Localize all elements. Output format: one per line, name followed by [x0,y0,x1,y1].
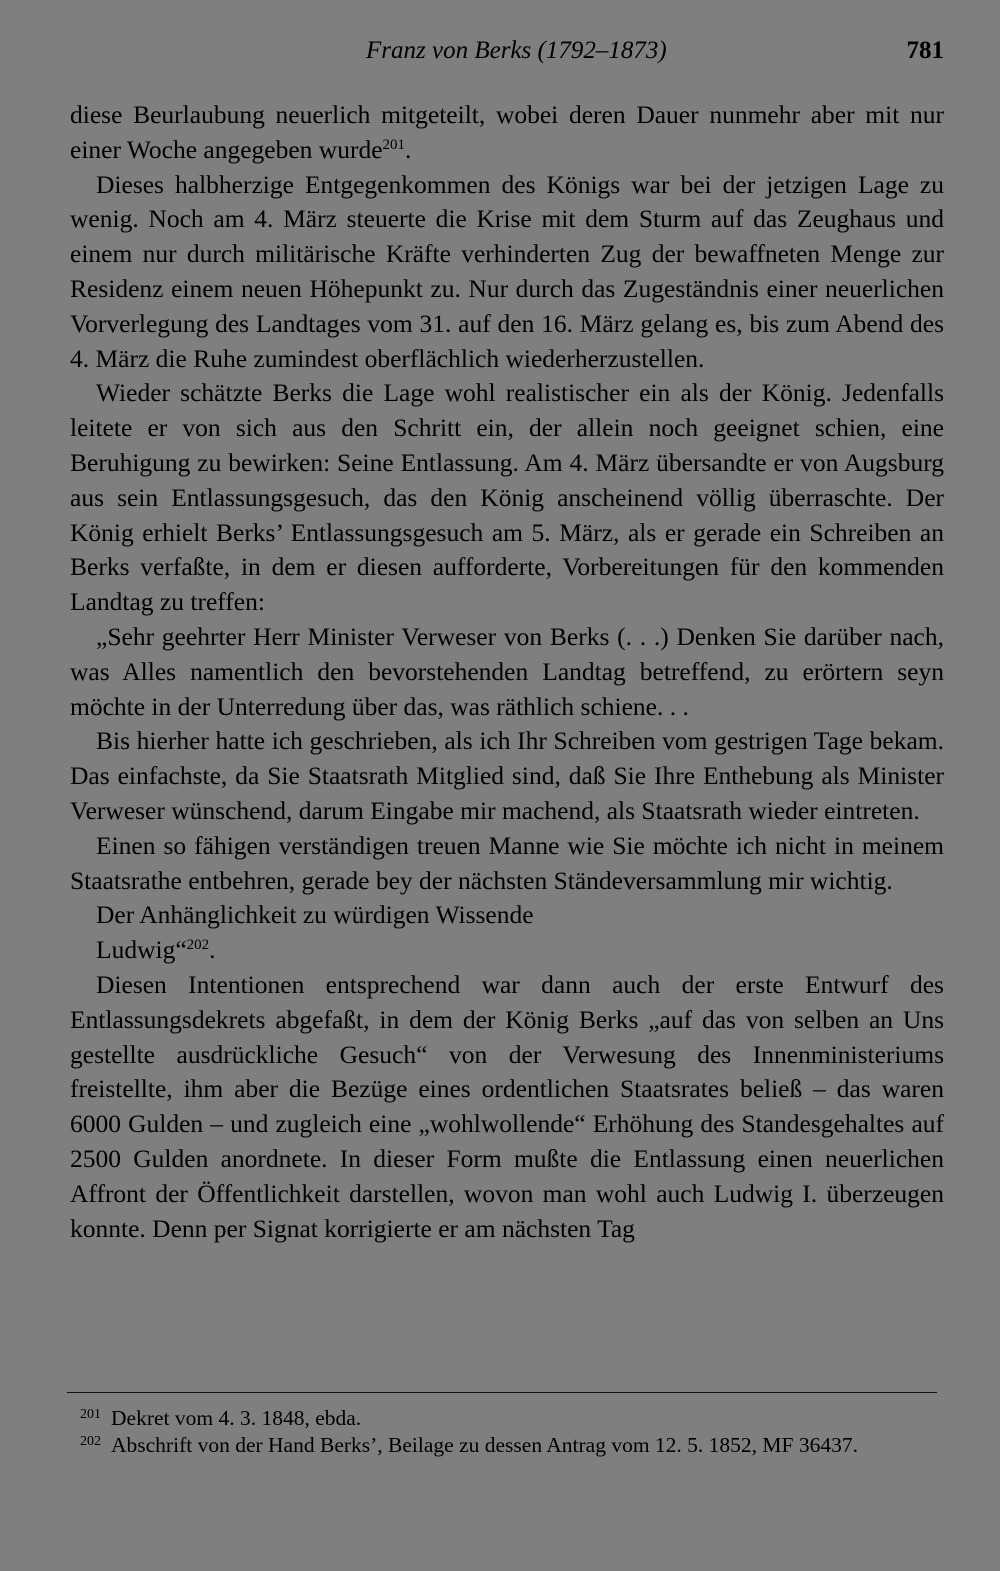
page-number: 781 [906,37,944,64]
footnote-202 [70,1432,940,1459]
footnotes [70,1405,940,1459]
footnote-number: 202 [80,1434,101,1449]
footnote-text: Abschrift von der Hand Berks’, Beilage zu dessen Antrag vom 12. 5. 1852, MF 36437. [111,1433,859,1457]
quote-paragraph-3: Einen so fähigen verständigen treuen Manne wie Sie möchte ich nicht in meinem Staatsrathe entbehren, gerade bey der nächsten Ständeversammlung mir wichtig. [70,830,944,895]
body-text [70,98,944,1246]
footnote-divider [67,1392,937,1393]
footnote-text: Dekret vom 4. 3. 1848, ebda. [111,1406,362,1430]
footnote-201 [70,1405,940,1432]
footnote-ref-201: 201 [382,136,406,153]
paragraph-2: Dieses halbherzige Entgegenkommen des Königs war bei der jetzigen Lage zu wenig. Noch am 4. März steuerte die Krise mit dem Sturm auf das Zeughaus und einem nur durch militärische Kräfte verhinderten Zug der bewaffneten Menge zur Residenz einem neuen Höhepunkt zu. Nur durch das Zugeständnis einer neuerlichen Vorverlegung des Landtages vom 31. auf den 16. März gelang es, bis zum Abend des 4. März die Ruhe zumindest oberflächlich wiederherzustellen. [70,169,944,373]
quote-paragraph-1: „Sehr geehrter Herr Minister Verweser von Berks (. . .) Denken Sie darüber nach, was Alles namentlich den bevorstehenden Landtag betreffend, zu erörtern seyn möchte in der Unterredung über das, was räthlich schiene. . . [70,621,944,721]
paragraph-4: Diesen Intentionen entsprechend war dann auch der erste Entwurf des Entlassungsdekrets abgefaßt, in dem der König Berks „auf das von selben an Uns gestellte ausdrückliche Gesuch“ von der Verwesung des Innenministeriums freistellte, ihm aber die Bezüge eines ordentlichen Staatsrates beließ – das waren 6000 Gulden – und zugleich eine „wohlwollende“ Erhöhung des Standesgehaltes auf 2500 Gulden anordnete. In dieser Form mußte die Entlassung einen neuerlichen Affront der Öffentlichkeit darstellen, wovon man wohl auch Ludwig I. überzeugen konnte. Denn per Signat korrigierte er am nächsten Tag [70,969,944,1243]
signature-text: Ludwig“ [96,935,187,965]
quote-signature [70,933,944,968]
footnote-number: 201 [80,1407,101,1422]
paragraph-3: Wieder schätzte Berks die Lage wohl realistischer ein als der König. Jedenfalls leitete er von sich aus den Schritt ein, der allein noch geeignet schien, eine Beruhigung zu bewirken: Seine Entlassung. Am 4. März übersandte er von Augsburg aus sein Entlassungsgesuch, das den König anscheinend völlig überraschte. Der König erhielt Berks’ Entlassungsgesuch am 5. März, als er gerade ein Schreiben an Berks verfaßte, in dem er diesen aufforderte, Vorbereitungen für den kommenden Landtag zu treffen: [70,378,944,617]
paragraph-1-end: . [405,134,412,164]
paragraph-1 [70,98,944,168]
running-head [70,34,946,68]
signature-end: . [209,935,216,965]
paragraph-1-text: diese Beurlaubung neuerlich mitgeteilt, wobei deren Dauer nunmehr aber mit nur einer Woche angegeben wurde [70,100,944,164]
quote-closing: Der Anhänglichkeit zu würdigen Wissende [96,900,534,930]
footnote-ref-202: 202 [186,937,210,954]
running-title: Franz von Berks (1792–1873) [366,37,667,64]
quote-paragraph-2: Bis hierher hatte ich geschrieben, als ich Ihr Schreiben vom gestrigen Tage bekam. Das einfachste, da Sie Staatsrath Mitglied sind, daß Sie Ihre Enthebung als Minister Verweser wünschend, darum Eingabe mir machend, als Staatsrath wieder eintreten. [70,726,944,825]
